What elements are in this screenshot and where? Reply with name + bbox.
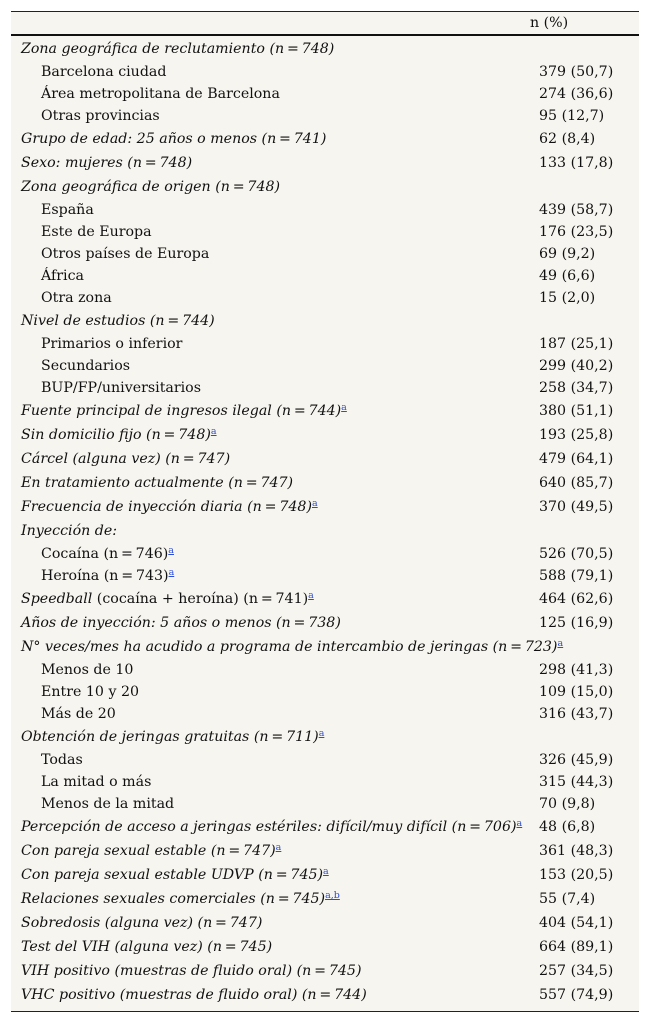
table-row bbox=[11, 839, 639, 863]
table-row bbox=[11, 635, 639, 659]
table-row bbox=[11, 659, 639, 681]
row-label bbox=[41, 377, 201, 399]
row-value: 299 (40,2) bbox=[539, 358, 614, 374]
table-row bbox=[11, 749, 639, 771]
row-label-text: Frecuencia de inyección diaria (n = 748) bbox=[21, 499, 312, 515]
table-row bbox=[11, 243, 639, 265]
footnote-link[interactable]: a,b bbox=[325, 890, 340, 901]
footnote-link[interactable]: a bbox=[516, 818, 523, 829]
row-value: 258 (34,7) bbox=[539, 380, 614, 396]
footnote-link[interactable]: a bbox=[312, 498, 318, 509]
table-row bbox=[11, 151, 639, 175]
row-value: 176 (23,5) bbox=[539, 224, 614, 240]
table-row bbox=[11, 725, 639, 749]
table-row bbox=[11, 83, 639, 105]
table-row bbox=[11, 309, 639, 333]
table-row bbox=[11, 423, 639, 447]
row-label bbox=[21, 471, 293, 495]
row-label bbox=[21, 37, 334, 61]
row-label bbox=[41, 105, 160, 127]
table-row bbox=[11, 935, 639, 959]
table-body bbox=[11, 36, 639, 1007]
table-row bbox=[11, 887, 639, 911]
row-label bbox=[21, 611, 341, 635]
row-label-text: Sexo: mujeres (n = 748) bbox=[21, 155, 193, 171]
row-label-text: África bbox=[41, 268, 84, 284]
row-label-text: Cárcel (alguna vez) (n = 747) bbox=[21, 451, 231, 467]
row-value: 49 (6,6) bbox=[539, 268, 596, 284]
row-label bbox=[41, 243, 209, 265]
row-label-text: La mitad o más bbox=[41, 774, 152, 790]
table-row bbox=[11, 127, 639, 151]
row-label bbox=[21, 399, 347, 423]
row-label bbox=[21, 863, 329, 887]
row-label-text: Menos de la mitad bbox=[41, 796, 175, 812]
row-value: 380 (51,1) bbox=[539, 403, 614, 419]
row-label-text: Años de inyección: 5 años o menos (n = 738) bbox=[21, 615, 341, 631]
row-value: 69 (9,2) bbox=[539, 246, 596, 262]
footnote-link[interactable]: a bbox=[308, 590, 314, 601]
row-label bbox=[21, 175, 280, 199]
row-value: 70 (9,8) bbox=[539, 796, 596, 812]
row-label bbox=[41, 749, 83, 771]
row-label-text: VIH positivo (muestras de fluido oral) (n = 745) bbox=[21, 963, 362, 979]
row-label bbox=[21, 151, 192, 175]
table-row bbox=[11, 565, 639, 587]
row-label bbox=[21, 983, 367, 1007]
row-label-text: España bbox=[41, 202, 94, 218]
row-value: 133 (17,8) bbox=[539, 155, 614, 171]
row-label bbox=[41, 771, 151, 793]
row-value: 640 (85,7) bbox=[539, 475, 614, 491]
row-label-text: Sin domicilio fijo (n = 748) bbox=[21, 427, 211, 443]
table-row bbox=[11, 771, 639, 793]
row-label-rest: (cocaína + heroína) (n = 741) bbox=[92, 591, 309, 607]
table-row bbox=[11, 611, 639, 635]
table-row bbox=[11, 959, 639, 983]
row-value: 257 (34,5) bbox=[539, 963, 614, 979]
table-row bbox=[11, 399, 639, 423]
row-value: 664 (89,1) bbox=[539, 939, 614, 955]
row-label-text: Este de Europa bbox=[41, 224, 152, 240]
row-label bbox=[41, 681, 139, 703]
footnote-link[interactable]: a bbox=[168, 567, 175, 578]
row-value: 370 (49,5) bbox=[539, 499, 614, 515]
row-value: 274 (36,6) bbox=[539, 86, 614, 102]
table-row bbox=[11, 793, 639, 815]
table-row bbox=[11, 37, 639, 61]
row-label-text: Menos de 10 bbox=[41, 662, 134, 678]
row-label bbox=[41, 659, 133, 681]
row-label-text: Otras provincias bbox=[41, 108, 160, 124]
row-label-text: Relaciones sexuales comerciales (n = 745) bbox=[21, 891, 326, 907]
row-value: 153 (20,5) bbox=[539, 867, 614, 883]
row-label-text: Otra zona bbox=[41, 290, 112, 306]
row-label bbox=[21, 887, 340, 911]
row-label-text: Entre 10 y 20 bbox=[41, 684, 140, 700]
row-value: 557 (74,9) bbox=[539, 987, 614, 1003]
row-label-text: Con pareja sexual estable (n = 747) bbox=[21, 843, 276, 859]
table-row bbox=[11, 815, 639, 839]
row-label-text: Secundarios bbox=[41, 358, 131, 374]
row-label bbox=[41, 565, 174, 587]
row-label bbox=[21, 815, 522, 839]
table-header bbox=[11, 12, 639, 36]
row-label-text: Primarios o inferior bbox=[41, 336, 183, 352]
row-label-text: Más de 20 bbox=[41, 706, 116, 722]
row-value: 15 (2,0) bbox=[539, 290, 596, 306]
table-row bbox=[11, 587, 639, 611]
row-value: 326 (45,9) bbox=[539, 752, 614, 768]
table-row bbox=[11, 221, 639, 243]
row-label-text: Heroína (n = 743) bbox=[41, 568, 169, 584]
footnote-link[interactable]: a bbox=[341, 402, 347, 413]
table-row bbox=[11, 265, 639, 287]
row-value: 439 (58,7) bbox=[539, 202, 614, 218]
row-label bbox=[21, 447, 230, 471]
table-row bbox=[11, 199, 639, 221]
row-value: 187 (25,1) bbox=[539, 336, 614, 352]
row-label bbox=[21, 635, 563, 659]
row-label-text: Fuente principal de ingresos ilegal (n = 744) bbox=[21, 403, 342, 419]
footnote-link[interactable]: a bbox=[210, 426, 217, 437]
row-value: 109 (15,0) bbox=[539, 684, 614, 700]
row-value: 125 (16,9) bbox=[539, 615, 614, 631]
table-row bbox=[11, 377, 639, 399]
table-row bbox=[11, 175, 639, 199]
row-label-text: Barcelona ciudad bbox=[41, 64, 167, 80]
row-value: 588 (79,1) bbox=[539, 568, 614, 584]
footnote-link[interactable]: a bbox=[557, 638, 564, 649]
row-label-text: Nivel de estudios (n = 744) bbox=[21, 313, 215, 329]
row-label-text: Área metropolitana de Barcelona bbox=[41, 86, 280, 102]
row-label bbox=[21, 587, 314, 611]
row-label bbox=[21, 935, 272, 959]
row-label bbox=[41, 793, 174, 815]
row-value: 479 (64,1) bbox=[539, 451, 614, 467]
row-label-text: Zona geográfica de reclutamiento (n = 748) bbox=[21, 41, 335, 57]
row-value: 404 (54,1) bbox=[539, 915, 614, 931]
table-row bbox=[11, 519, 639, 543]
row-label bbox=[41, 221, 152, 243]
row-label bbox=[41, 355, 130, 377]
row-label bbox=[21, 911, 262, 935]
row-label bbox=[21, 423, 217, 447]
row-label bbox=[41, 83, 280, 105]
row-value: 95 (12,7) bbox=[539, 108, 605, 124]
table-row bbox=[11, 355, 639, 377]
row-label-text: Con pareja sexual estable UDVP (n = 745) bbox=[21, 867, 324, 883]
footnote-link[interactable]: a bbox=[318, 728, 325, 739]
row-label-text: Percepción de acceso a jeringas estériles: difícil/muy difícil (n = 706) bbox=[21, 819, 517, 835]
table-row bbox=[11, 471, 639, 495]
table-row bbox=[11, 447, 639, 471]
header-value-column: n (%) bbox=[530, 15, 569, 31]
table-row bbox=[11, 61, 639, 83]
row-label-text: En tratamiento actualmente (n = 747) bbox=[21, 475, 294, 491]
table-row bbox=[11, 543, 639, 565]
row-label bbox=[21, 495, 318, 519]
footnote-link[interactable]: a bbox=[275, 842, 282, 853]
row-value: 464 (62,6) bbox=[539, 591, 614, 607]
row-label-text: Obtención de jeringas gratuitas (n = 711) bbox=[21, 729, 319, 745]
row-label bbox=[41, 61, 166, 83]
footnote-link[interactable]: a bbox=[168, 545, 174, 556]
row-label-text: Todas bbox=[41, 752, 83, 768]
row-label bbox=[21, 959, 361, 983]
row-label bbox=[41, 287, 112, 309]
row-label-text: Test del VIH (alguna vez) (n = 745) bbox=[21, 939, 273, 955]
row-label-text: BUP/FP/universitarios bbox=[41, 380, 202, 396]
table-row bbox=[11, 681, 639, 703]
row-label-italic: Speedball bbox=[21, 591, 93, 607]
row-label-text: Inyección de: bbox=[21, 523, 118, 539]
table-row bbox=[11, 105, 639, 127]
row-label bbox=[21, 309, 215, 333]
row-label-text: Sobredosis (alguna vez) (n = 747) bbox=[21, 915, 263, 931]
row-label bbox=[21, 839, 281, 863]
row-value: 316 (43,7) bbox=[539, 706, 614, 722]
row-label bbox=[41, 265, 84, 287]
table-row bbox=[11, 703, 639, 725]
table-row bbox=[11, 287, 639, 309]
table-row bbox=[11, 863, 639, 887]
row-value: 298 (41,3) bbox=[539, 662, 614, 678]
row-value: 193 (25,8) bbox=[539, 427, 614, 443]
row-value: 62 (8,4) bbox=[539, 131, 596, 147]
row-label bbox=[41, 333, 182, 355]
row-label bbox=[41, 543, 174, 565]
row-label-text: Grupo de edad: 25 años o menos (n = 741) bbox=[21, 131, 327, 147]
row-value: 361 (48,3) bbox=[539, 843, 614, 859]
row-label-text: Cocaína (n = 746) bbox=[41, 546, 169, 562]
row-label bbox=[21, 725, 324, 749]
table-row bbox=[11, 333, 639, 355]
row-label bbox=[21, 519, 117, 543]
row-value: 55 (7,4) bbox=[539, 891, 596, 907]
row-label-text: Otros países de Europa bbox=[41, 246, 210, 262]
table-row bbox=[11, 495, 639, 519]
row-label-text: Zona geográfica de origen (n = 748) bbox=[21, 179, 281, 195]
row-value: 48 (6,8) bbox=[539, 819, 596, 835]
row-value: 379 (50,7) bbox=[539, 64, 614, 80]
row-value: 315 (44,3) bbox=[539, 774, 614, 790]
table-row bbox=[11, 911, 639, 935]
row-label bbox=[21, 127, 326, 151]
footnote-link[interactable]: a bbox=[323, 866, 329, 877]
row-label-text: VHC positivo (muestras de fluido oral) (n = 744) bbox=[21, 987, 367, 1003]
row-value: 526 (70,5) bbox=[539, 546, 614, 562]
characteristics-table bbox=[11, 11, 639, 1012]
table-row bbox=[11, 983, 639, 1007]
row-label bbox=[41, 703, 116, 725]
row-label-text: N° veces/mes ha acudido a programa de intercambio de jeringas (n = 723) bbox=[21, 639, 558, 655]
row-label bbox=[41, 199, 94, 221]
